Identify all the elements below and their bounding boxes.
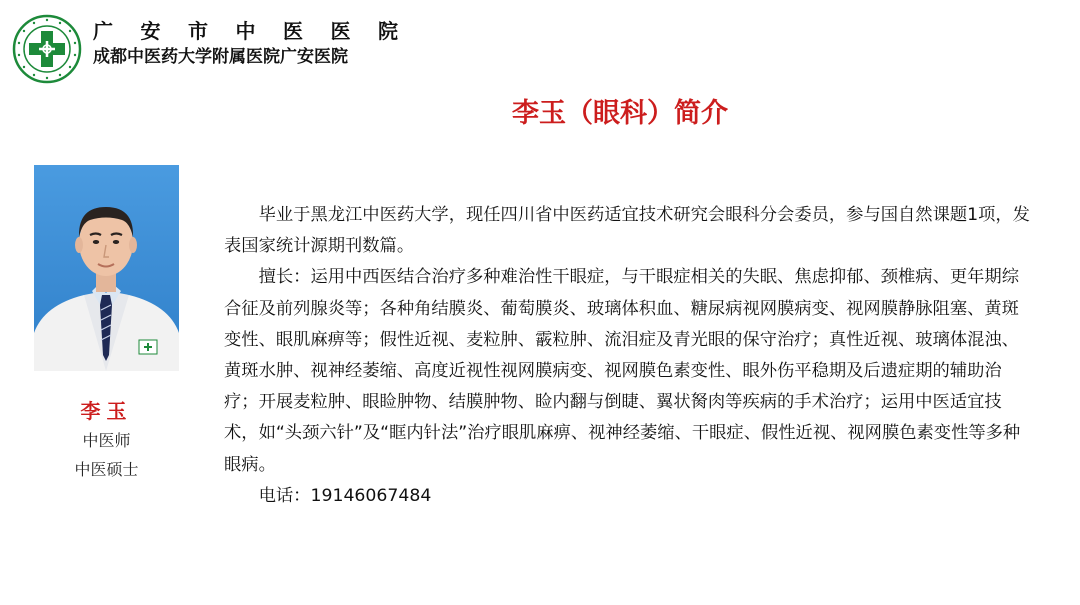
hospital-name-char: 院: [378, 19, 398, 43]
phone-number: 19146067484: [310, 485, 432, 506]
doctor-degree: 中医硕士: [74, 460, 139, 479]
hospital-name-char: 医: [283, 19, 303, 43]
doctor-bio: [224, 200, 1032, 512]
hospital-name: [93, 18, 398, 44]
hospital-name-char: 医: [330, 19, 351, 43]
hospital-affiliation: 成都中医药大学附属医院广安医院: [93, 47, 348, 67]
phone-line: [224, 481, 1032, 512]
bio-specialty: 擅长：运用中西医结合治疗多种难治性干眼症，与干眼症相关的失眠、焦虑抑郁、颈椎病、更年期综合征及前列腺炎等；各种角结膜炎、葡萄膜炎、玻璃体积血、糖尿病视网膜病变、视网膜静脉阻塞、黄斑变性、眼肌麻痹等；假性近视、麦粒肿、霰粒肿、流泪症及青光眼的保守治疗；真性近视、玻璃体混浊、黄斑水肿、视神经萎缩、高度近视性视网膜病变、视网膜色素变性、眼外伤平稳期及后遗症期的辅助治疗；开展麦粒肿、眼睑肿物、结膜肿物、睑内翻与倒睫、翼状胬肉等疾病的手术治疗；运用中医适宜技术，如“头颈六针”及“眶内针法”治疗眼肌麻痹、视神经萎缩、干眼症、假性近视、视网膜色素变性等多种眼病。: [224, 267, 1021, 475]
hospital-name-char: 市: [188, 19, 208, 43]
hospital-logo: [12, 14, 82, 84]
bio-intro: 毕业于黑龙江中医药大学，现任四川省中医药适宜技术研究会眼科分会委员，参与国自然课题1项，发表国家统计源期刊数篇。: [224, 205, 1030, 257]
hospital-name-char: 安: [140, 19, 161, 43]
page-title: 李玉（眼科）简介: [512, 98, 728, 129]
doctor-title: 中医师: [82, 431, 131, 450]
hospital-name-char: 广: [93, 19, 113, 43]
doctor-name: 李玉: [80, 399, 133, 423]
doctor-photo: [34, 165, 179, 371]
phone-label: 电话：: [258, 485, 311, 506]
hospital-name-char: 中: [235, 19, 256, 43]
